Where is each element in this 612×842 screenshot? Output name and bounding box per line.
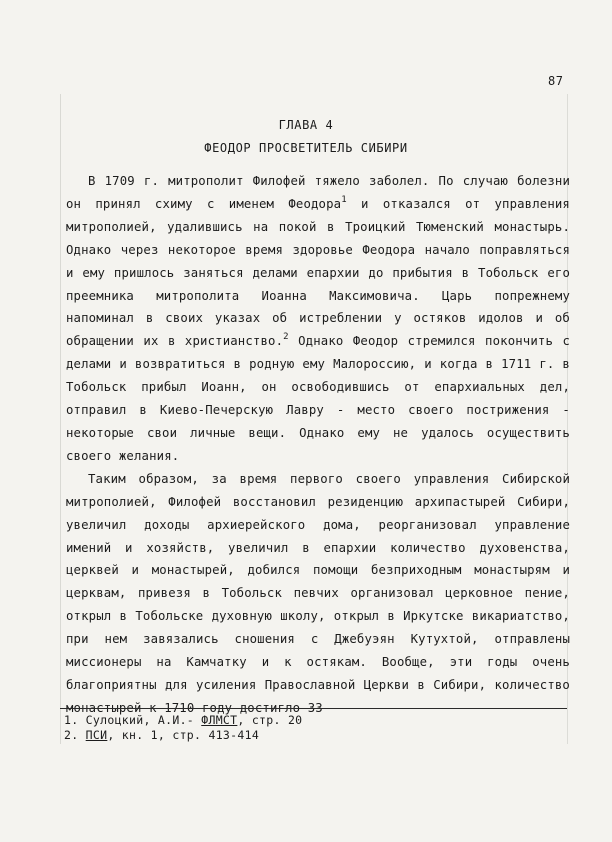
footnote-1-suffix: , стр. 20 (237, 713, 303, 727)
paragraph-1-part-3: Однако Феодор стремился покончить с делами и возвратиться в родную ему Малороссию, и когда в 1711 г. в Тобольск прибыл Иоанн, он освободившись от епархиальных дел, отправил в Киево-Печерскую Лавру - место своего пострижения - некоторые свои личные вещи. Однако ему не удалось осуществить своего желания. (66, 334, 570, 463)
footnote-separator (60, 708, 567, 709)
footnote-1-prefix: 1. Сулоцкий, А.И.- (64, 713, 202, 727)
chapter-title: ФЕОДОР ПРОСВЕТИТЕЛЬ СИБИРИ (204, 141, 408, 155)
paragraph-1-part-1: В 1709 г. митрополит Филофей тяжело заболел. По случаю болезни он принял схиму с именем Феодора (66, 174, 570, 211)
footnote-1-source: ФЛМСТ (201, 713, 238, 727)
footnote-1 (64, 713, 564, 728)
body-text (66, 170, 570, 720)
footnote-2 (64, 728, 564, 743)
footnote-2-suffix: , кн. 1, стр. 413-414 (107, 728, 260, 742)
footnotes (64, 713, 564, 743)
paragraph-1 (66, 170, 570, 468)
footnote-ref-2: 2 (283, 332, 289, 343)
paragraph-1-part-2: и отказался от управления митрополией, удалившись на покой в Троицкий Тюменский монастырь. Однако через некоторое время здоровье Феодора начало поправляться и ему пришлось заняться делами епархии до прибытия в Тобольск его преемника митрополита Иоанна Максимовича. Царь попрежнему напоминал в своих указах об истреблении у остяков идолов и об обращении их в христианство. (66, 196, 570, 349)
chapter-number: ГЛАВА 4 (278, 118, 334, 132)
paragraph-2: Таким образом, за время первого своего управления Сибирской митрополией, Филофей восстановил резиденцию архипастырей Сибири, увеличил доходы архиерейского дома, реорганизовал управление имений и хозяйств, увеличил в епархии количество духовенства, церквей и монастырей, добился помощи безприходным монастырям и церквам, привезя в Тобольск певчих организовал церковное пение, открыл в Тобольске духовную школу, открыл в Иркутске викариатство, при нем завязались сношения с Джебуэян Кутухтой, отправлены миссионеры на Камчатку и к остякам. Вообще, эти годы очень благоприятны для усиления Православной Церкви в Сибири, количество монастырей к 1710 году достигло 33 (66, 471, 570, 715)
page-number: 87 (548, 74, 564, 88)
footnote-2-prefix: 2. (64, 728, 86, 742)
footnote-2-source: ПСИ (85, 728, 108, 742)
footnote-ref-1: 1 (341, 194, 347, 205)
